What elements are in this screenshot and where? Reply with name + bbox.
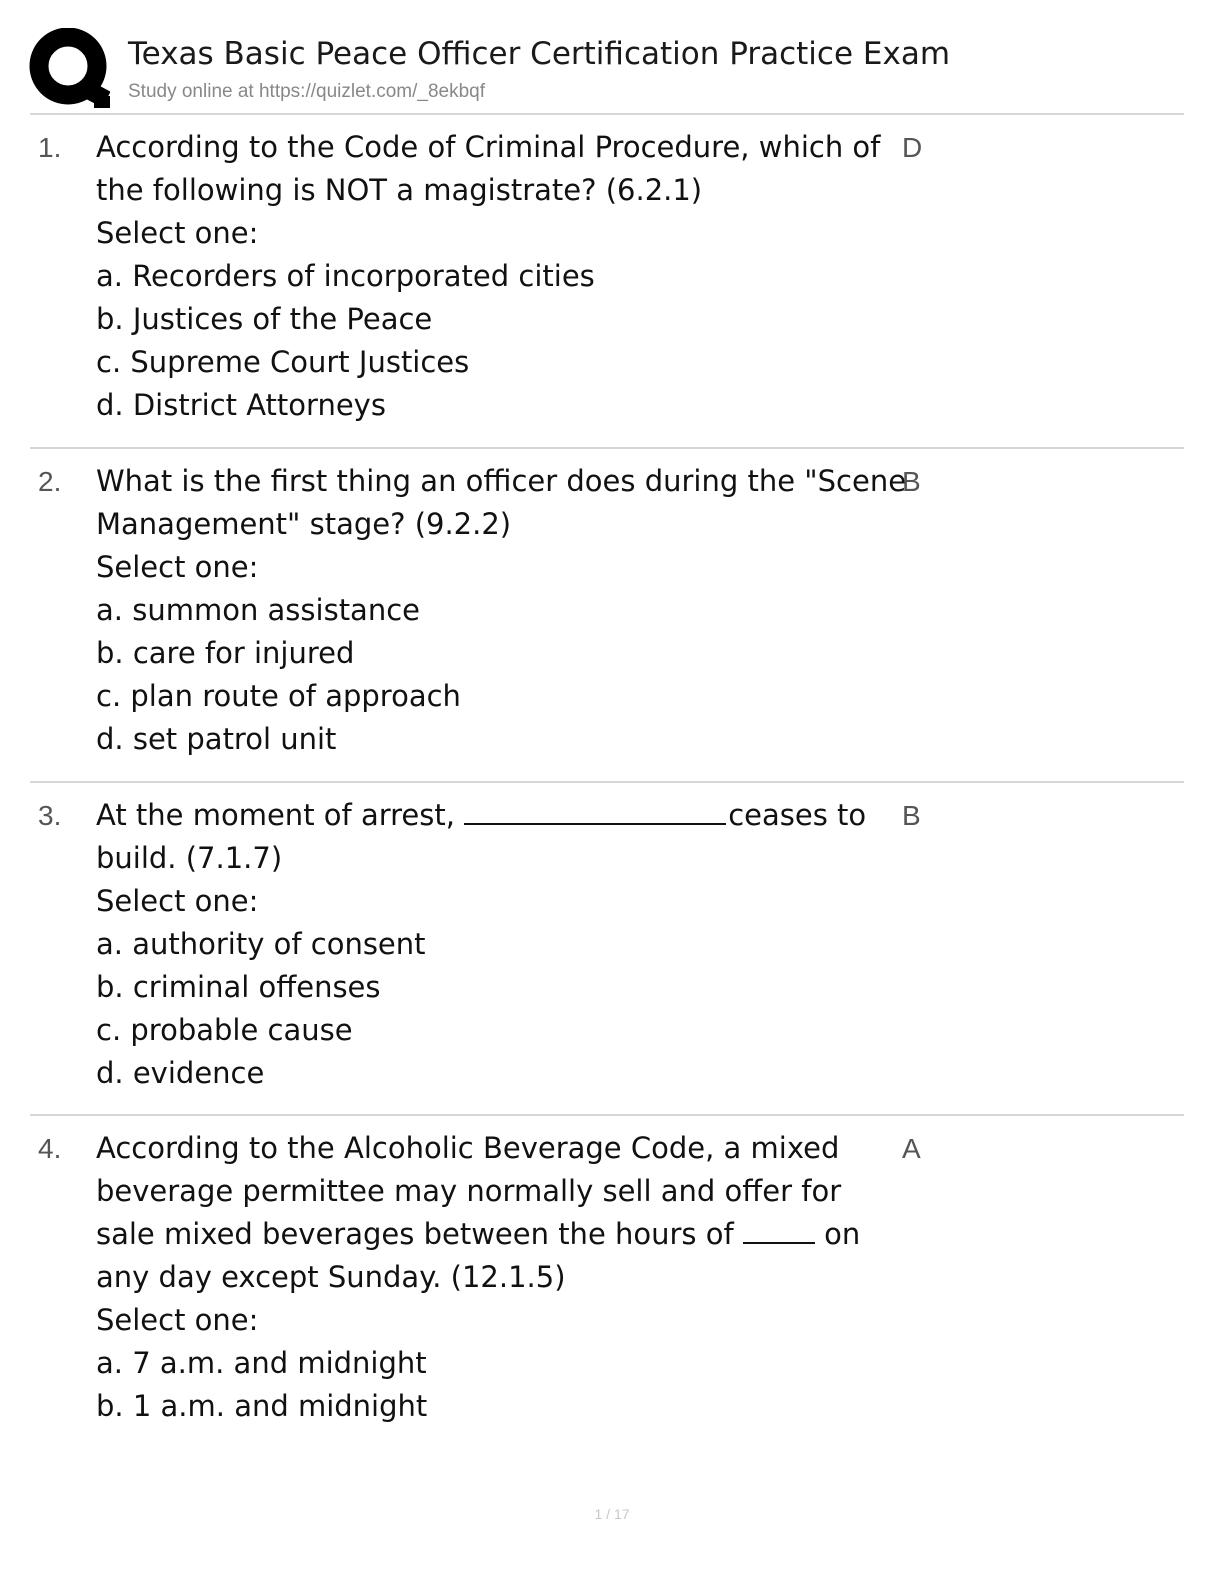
answer-option: a. 7 a.m. and midnight xyxy=(96,1346,427,1380)
question-prompt-line: What is the first thing an officer does during the "Scene xyxy=(96,464,907,498)
answer-option: b. Justices of the Peace xyxy=(96,302,433,336)
quizlet-q-logo-icon xyxy=(28,28,110,110)
page-indicator: 1 / 17 xyxy=(594,1506,630,1522)
fill-in-blank xyxy=(743,1241,815,1244)
question-prompt-line: Management" stage? (9.2.2) xyxy=(96,507,512,541)
question-number: 1. xyxy=(38,132,62,163)
question-prompt-line: build. (7.1.7) xyxy=(96,841,283,875)
question-body xyxy=(96,126,896,427)
select-one-label: Select one: xyxy=(96,550,259,584)
question-prompt-line: any day except Sunday. (12.1.5) xyxy=(96,1260,566,1294)
fill-in-blank xyxy=(464,822,726,825)
question-body xyxy=(96,460,907,761)
question-prompt-text: ceases to xyxy=(728,798,867,832)
header-divider xyxy=(30,113,1184,115)
question-number: 3. xyxy=(38,800,62,831)
question-divider xyxy=(30,1114,1184,1116)
answer-key: B xyxy=(902,466,921,497)
question-prompt-text: sale mixed beverages between the hours of xyxy=(96,1217,743,1251)
study-online-link[interactable]: Study online at https://quizlet.com/_8ekbqf xyxy=(128,81,485,102)
answer-key: B xyxy=(902,800,921,831)
question-number: 4. xyxy=(38,1133,62,1164)
answer-option: c. plan route of approach xyxy=(96,679,461,713)
question-body xyxy=(96,794,896,1095)
answer-option: c. probable cause xyxy=(96,1013,353,1047)
answer-option: d. evidence xyxy=(96,1056,265,1090)
question-prompt-line: According to the Alcoholic Beverage Code, a mixed xyxy=(96,1131,840,1165)
answer-key: D xyxy=(902,132,923,163)
question-prompt-line xyxy=(96,1213,896,1256)
select-one-label: Select one: xyxy=(96,216,259,250)
answer-option: b. 1 a.m. and midnight xyxy=(96,1389,428,1423)
question-prompt-line xyxy=(96,794,896,837)
question-prompt-line: beverage permittee may normally sell and offer for xyxy=(96,1174,842,1208)
question-prompt-text: on xyxy=(814,1217,861,1251)
question-body xyxy=(96,1127,896,1428)
question-divider xyxy=(30,447,1184,449)
answer-option: a. authority of consent xyxy=(96,927,426,961)
answer-option: a. Recorders of incorporated cities xyxy=(96,259,595,293)
answer-option: c. Supreme Court Justices xyxy=(96,345,470,379)
question-prompt-line: the following is NOT a magistrate? (6.2.1) xyxy=(96,173,703,207)
question-number: 2. xyxy=(38,466,62,497)
question-divider xyxy=(30,781,1184,783)
question-prompt-line: According to the Code of Criminal Procedure, which of xyxy=(96,130,881,164)
answer-key: A xyxy=(902,1133,921,1164)
answer-option: d. set patrol unit xyxy=(96,722,337,756)
select-one-label: Select one: xyxy=(96,884,259,918)
select-one-label: Select one: xyxy=(96,1303,259,1337)
page-title: Texas Basic Peace Officer Certification Practice Exam xyxy=(128,36,951,72)
answer-option: d. District Attorneys xyxy=(96,388,386,422)
question-prompt-text: At the moment of arrest, xyxy=(96,798,465,832)
answer-option: b. criminal offenses xyxy=(96,970,381,1004)
answer-option: b. care for injured xyxy=(96,636,355,670)
page-header xyxy=(0,0,1224,114)
answer-option: a. summon assistance xyxy=(96,593,420,627)
